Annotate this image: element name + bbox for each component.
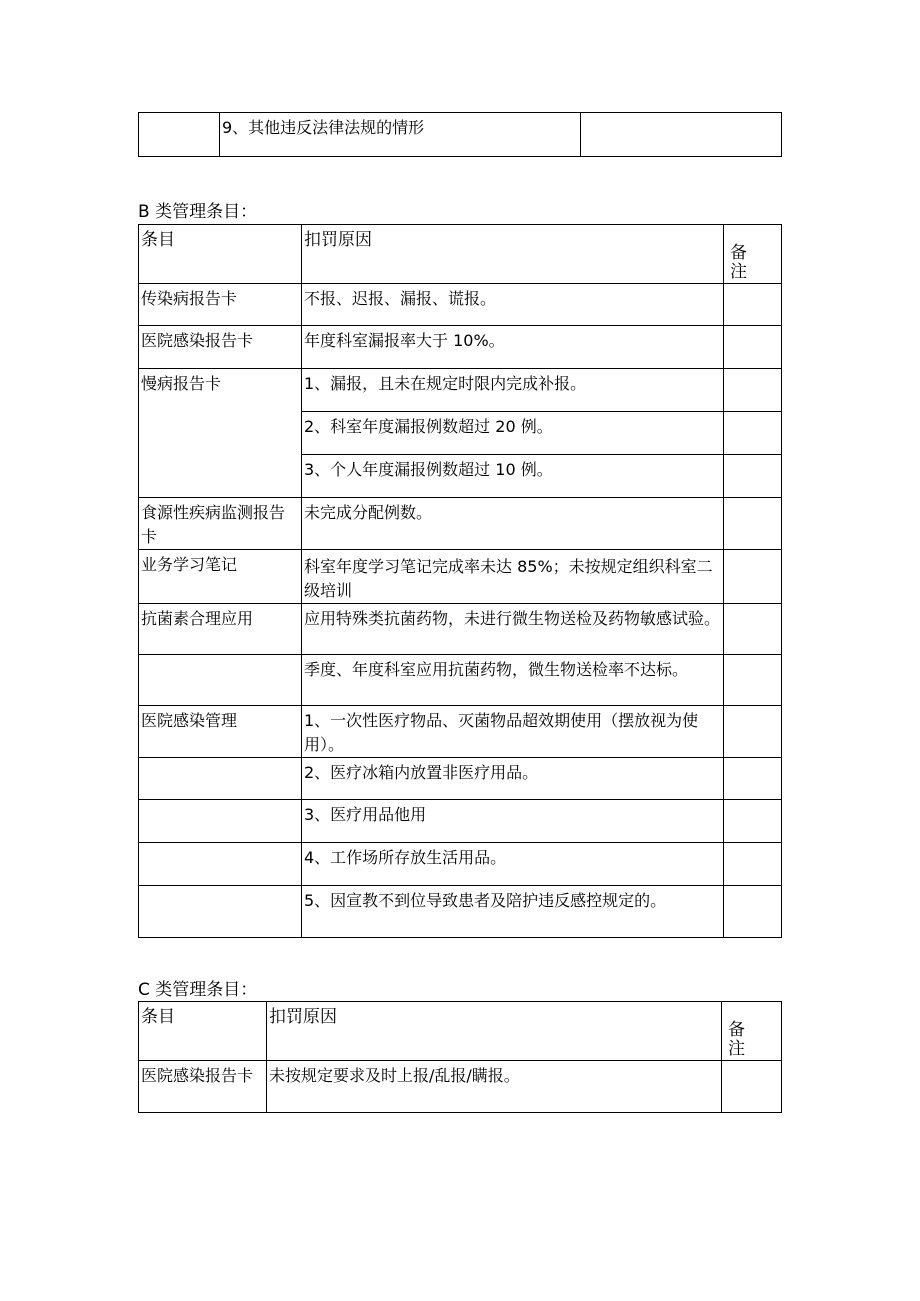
table-row bbox=[139, 369, 782, 412]
header-item: 条目 bbox=[139, 1002, 267, 1061]
item-cell: 医院感染报告卡 bbox=[139, 1061, 267, 1113]
table-row bbox=[139, 800, 782, 843]
note-cell bbox=[724, 604, 782, 655]
item-cell: 传染病报告卡 bbox=[139, 284, 302, 326]
table-row bbox=[139, 655, 782, 706]
table-row bbox=[139, 843, 782, 886]
header-reason: 扣罚原因 bbox=[302, 225, 724, 284]
item-cell: 业务学习笔记 bbox=[139, 550, 302, 604]
note-cell bbox=[724, 843, 782, 886]
item-cell: 慢病报告卡 bbox=[139, 369, 302, 498]
header-note bbox=[724, 225, 782, 284]
item-cell: 医院感染管理 bbox=[139, 706, 302, 758]
section-c-title: C 类管理条目： bbox=[138, 980, 258, 1000]
header-note-line1: 备 bbox=[730, 243, 747, 263]
reason-cell: 不报、迟报、漏报、谎报。 bbox=[302, 284, 724, 326]
reason-cell: 1、一次性医疗物品、灭菌物品超效期使用（摆放视为使用）。 bbox=[302, 706, 724, 758]
item-cell bbox=[139, 886, 302, 938]
section-b-title: B 类管理条目： bbox=[138, 202, 258, 222]
item-cell bbox=[139, 843, 302, 886]
table-row bbox=[139, 886, 782, 938]
item-cell: 抗菌素合理应用 bbox=[139, 604, 302, 655]
table-c bbox=[138, 1001, 782, 1113]
note-cell bbox=[724, 498, 782, 550]
note-cell bbox=[724, 550, 782, 604]
reason-cell: 未完成分配例数。 bbox=[302, 498, 724, 550]
item-cell bbox=[139, 800, 302, 843]
table-row bbox=[139, 284, 782, 326]
reason-cell: 未按规定要求及时上报/乱报/瞒报。 bbox=[267, 1061, 722, 1113]
item-cell bbox=[139, 758, 302, 800]
reason-text: 科室年度学习笔记完成率未达 85%；未按规定组织科室二级培训 bbox=[304, 557, 713, 600]
note-cell bbox=[724, 326, 782, 369]
table-row bbox=[139, 604, 782, 655]
table-row bbox=[139, 1061, 782, 1113]
header-note-line1: 备 bbox=[728, 1020, 745, 1040]
reason-cell: 5、因宣教不到位导致患者及陪护违反感控规定的。 bbox=[302, 886, 724, 938]
header-reason: 扣罚原因 bbox=[267, 1002, 722, 1061]
note-cell bbox=[722, 1061, 782, 1113]
reason-cell: 2、科室年度漏报例数超过 20 例。 bbox=[302, 412, 724, 455]
item-cell: 医院感染报告卡 bbox=[139, 326, 302, 369]
table-row bbox=[139, 498, 782, 550]
reason-cell bbox=[302, 550, 724, 604]
reason-cell: 2、医疗冰箱内放置非医疗用品。 bbox=[302, 758, 724, 800]
note-cell bbox=[724, 455, 782, 498]
item-cell bbox=[139, 113, 220, 157]
reason-cell: 9、其他违反法律法规的情形 bbox=[220, 113, 581, 157]
reason-cell: 应用特殊类抗菌药物，未进行微生物送检及药物敏感试验。 bbox=[302, 604, 724, 655]
header-item: 条目 bbox=[139, 225, 302, 284]
header-row bbox=[139, 225, 782, 284]
note-cell bbox=[724, 886, 782, 938]
note-cell bbox=[581, 113, 782, 157]
reason-cell: 3、医疗用品他用 bbox=[302, 800, 724, 843]
table-row bbox=[139, 550, 782, 604]
note-cell bbox=[724, 655, 782, 706]
note-cell bbox=[724, 412, 782, 455]
table-a bbox=[138, 112, 782, 157]
reason-cell: 4、工作场所存放生活用品。 bbox=[302, 843, 724, 886]
item-cell bbox=[139, 655, 302, 706]
note-cell bbox=[724, 369, 782, 412]
table-row bbox=[139, 706, 782, 758]
reason-cell: 3、个人年度漏报例数超过 10 例。 bbox=[302, 455, 724, 498]
note-cell bbox=[724, 706, 782, 758]
table-row bbox=[139, 758, 782, 800]
header-note-line2: 注 bbox=[728, 1039, 745, 1059]
header-row bbox=[139, 1002, 782, 1061]
reason-cell: 年度科室漏报率大于 10%。 bbox=[302, 326, 724, 369]
item-cell: 食源性疾病监测报告卡 bbox=[139, 498, 302, 550]
note-cell bbox=[724, 800, 782, 843]
reason-cell: 季度、年度科室应用抗菌药物，微生物送检率不达标。 bbox=[302, 655, 724, 706]
note-cell bbox=[724, 758, 782, 800]
table-b bbox=[138, 224, 782, 938]
table-row bbox=[139, 113, 782, 157]
header-note bbox=[722, 1002, 782, 1061]
header-note-line2: 注 bbox=[730, 262, 747, 282]
note-cell bbox=[724, 284, 782, 326]
reason-cell: 1、漏报，且未在规定时限内完成补报。 bbox=[302, 369, 724, 412]
table-row bbox=[139, 326, 782, 369]
